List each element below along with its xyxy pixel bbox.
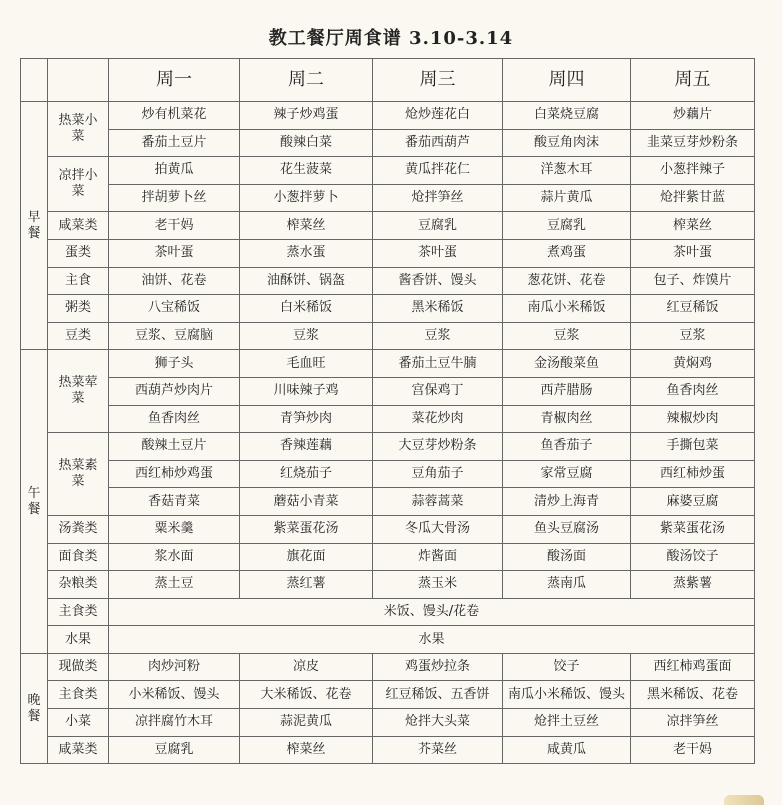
table-row [21, 681, 755, 709]
menu-item: 榨菜丝 [240, 212, 373, 240]
menu-item: 大米稀饭、花卷 [240, 681, 373, 709]
menu-item: 炸酱面 [373, 543, 503, 571]
menu-item: 小葱拌辣子 [631, 157, 755, 185]
table-row [21, 709, 755, 737]
menu-item: 紫菜蛋花汤 [631, 515, 755, 543]
meal-label-lunch: 午 餐 [21, 350, 48, 654]
menu-item-staple: 米饭、馒头/花卷 [109, 598, 755, 626]
menu-item: 炝拌大头菜 [373, 709, 503, 737]
table-row [21, 488, 755, 516]
menu-item: 老干妈 [109, 212, 240, 240]
menu-item: 洋葱木耳 [503, 157, 631, 185]
table-row [21, 626, 755, 654]
menu-item: 辣椒炒肉 [631, 405, 755, 433]
category-label: 咸菜类 [48, 736, 109, 764]
menu-item: 拌胡萝卜丝 [109, 184, 240, 212]
menu-item: 青椒肉丝 [503, 405, 631, 433]
table-row [21, 571, 755, 599]
menu-item: 酸辣白菜 [240, 129, 373, 157]
table-row [21, 212, 755, 240]
menu-item: 红烧茄子 [240, 460, 373, 488]
menu-item: 西红柿炒鸡蛋 [109, 460, 240, 488]
menu-item: 榨菜丝 [240, 736, 373, 764]
menu-item: 蒜蓉蒿菜 [373, 488, 503, 516]
menu-item: 蒸南瓜 [503, 571, 631, 599]
menu-item: 西葫芦炒肉片 [109, 377, 240, 405]
menu-item: 豆浆 [373, 322, 503, 350]
menu-item: 西芹腊肠 [503, 377, 631, 405]
menu-item: 金汤酸菜鱼 [503, 350, 631, 378]
menu-item: 红豆稀饭、五香饼 [373, 681, 503, 709]
menu-item: 豆腐乳 [503, 212, 631, 240]
menu-item: 炝拌土豆丝 [503, 709, 631, 737]
menu-item: 豆腐乳 [109, 736, 240, 764]
menu-item: 酸辣土豆片 [109, 433, 240, 461]
menu-item: 八宝稀饭 [109, 295, 240, 323]
menu-item: 蒸土豆 [109, 571, 240, 599]
menu-item: 豆浆 [240, 322, 373, 350]
menu-item: 酱香饼、馒头 [373, 267, 503, 295]
menu-item: 蒸玉米 [373, 571, 503, 599]
day-header: 周三 [373, 59, 503, 102]
menu-item: 冬瓜大骨汤 [373, 515, 503, 543]
menu-item: 小米稀饭、馒头 [109, 681, 240, 709]
table-row [21, 239, 755, 267]
menu-item: 小葱拌萝卜 [240, 184, 373, 212]
menu-item: 茶叶蛋 [373, 239, 503, 267]
category-label: 汤粪类 [48, 515, 109, 543]
menu-item: 狮子头 [109, 350, 240, 378]
menu-item: 番茄土豆片 [109, 129, 240, 157]
menu-item: 凉皮 [240, 653, 373, 681]
meal-label-breakfast: 早 餐 [21, 102, 48, 350]
category-label: 凉拌小 菜 [48, 157, 109, 212]
menu-item: 手撕包菜 [631, 433, 755, 461]
menu-item: 麻婆豆腐 [631, 488, 755, 516]
menu-item: 鱼香茄子 [503, 433, 631, 461]
table-row [21, 157, 755, 185]
category-label: 粥类 [48, 295, 109, 323]
menu-item: 番茄土豆牛腩 [373, 350, 503, 378]
menu-item: 鸡蛋炒拉条 [373, 653, 503, 681]
menu-item: 辣子炒鸡蛋 [240, 102, 373, 130]
table-row [21, 102, 755, 130]
category-label: 小菜 [48, 709, 109, 737]
menu-item: 炒有机菜花 [109, 102, 240, 130]
menu-item: 南瓜小米稀饭、馒头 [503, 681, 631, 709]
menu-item: 油酥饼、锅盔 [240, 267, 373, 295]
category-label: 主食类 [48, 681, 109, 709]
menu-item: 凉拌笋丝 [631, 709, 755, 737]
menu-item: 毛血旺 [240, 350, 373, 378]
table-row [21, 129, 755, 157]
menu-item: 咸黄瓜 [503, 736, 631, 764]
menu-item: 黄瓜拌花仁 [373, 157, 503, 185]
menu-item: 豆浆 [631, 322, 755, 350]
menu-item: 酸汤面 [503, 543, 631, 571]
category-label: 水果 [48, 626, 109, 654]
menu-item-fruit: 水果 [109, 626, 755, 654]
table-row [21, 295, 755, 323]
menu-item: 芥菜丝 [373, 736, 503, 764]
menu-item: 蒸紫薯 [631, 571, 755, 599]
category-label: 豆类 [48, 322, 109, 350]
menu-item: 老干妈 [631, 736, 755, 764]
menu-item: 酸汤饺子 [631, 543, 755, 571]
menu-item: 豆浆、豆腐脑 [109, 322, 240, 350]
menu-item: 炝拌紫甘蓝 [631, 184, 755, 212]
menu-item: 拍黄瓜 [109, 157, 240, 185]
menu-item: 旗花面 [240, 543, 373, 571]
menu-item: 家常豆腐 [503, 460, 631, 488]
menu-item: 番茄西葫芦 [373, 129, 503, 157]
menu-item: 炝炒莲花白 [373, 102, 503, 130]
menu-item: 宫保鸡丁 [373, 377, 503, 405]
menu-item: 煮鸡蛋 [503, 239, 631, 267]
table-row [21, 598, 755, 626]
menu-item: 蘑菇小青菜 [240, 488, 373, 516]
table-row [21, 405, 755, 433]
category-label: 热菜小 菜 [48, 102, 109, 157]
menu-item: 西红柿鸡蛋面 [631, 653, 755, 681]
menu-item: 炒藕片 [631, 102, 755, 130]
category-label: 蛋类 [48, 239, 109, 267]
menu-item: 南瓜小米稀饭 [503, 295, 631, 323]
menu-item: 榨菜丝 [631, 212, 755, 240]
category-label: 热菜素 菜 [48, 433, 109, 516]
menu-item: 花生菠菜 [240, 157, 373, 185]
menu-item: 香菇青菜 [109, 488, 240, 516]
category-label: 杂粮类 [48, 571, 109, 599]
menu-item: 香辣莲藕 [240, 433, 373, 461]
menu-item: 鱼香肉丝 [109, 405, 240, 433]
menu-item: 白菜烧豆腐 [503, 102, 631, 130]
category-label: 主食 [48, 267, 109, 295]
category-label: 主食类 [48, 598, 109, 626]
menu-item: 西红柿炒蛋 [631, 460, 755, 488]
menu-item: 菜花炒肉 [373, 405, 503, 433]
category-label: 咸菜类 [48, 212, 109, 240]
menu-item: 豆腐乳 [373, 212, 503, 240]
menu-item: 浆水面 [109, 543, 240, 571]
menu-item: 炝拌笋丝 [373, 184, 503, 212]
table-row [21, 377, 755, 405]
menu-item: 酸豆角肉沫 [503, 129, 631, 157]
meal-label-dinner: 晚 餐 [21, 653, 48, 763]
menu-item: 茶叶蛋 [109, 239, 240, 267]
header-corner-category [48, 59, 109, 102]
table-row [21, 350, 755, 378]
decorative-brush [724, 795, 764, 805]
weekly-menu-table [20, 58, 755, 764]
category-label: 现做类 [48, 653, 109, 681]
category-label: 面食类 [48, 543, 109, 571]
menu-item: 白米稀饭 [240, 295, 373, 323]
table-row [21, 59, 755, 102]
table-row [21, 543, 755, 571]
menu-item: 川味辣子鸡 [240, 377, 373, 405]
menu-item: 豆角茄子 [373, 460, 503, 488]
menu-item: 凉拌腐竹木耳 [109, 709, 240, 737]
menu-item: 粟米羹 [109, 515, 240, 543]
table-row [21, 460, 755, 488]
menu-item: 黄焖鸡 [631, 350, 755, 378]
menu-item: 韭菜豆芽炒粉条 [631, 129, 755, 157]
table-row [21, 653, 755, 681]
menu-item: 茶叶蛋 [631, 239, 755, 267]
menu-item: 红豆稀饭 [631, 295, 755, 323]
day-header: 周五 [631, 59, 755, 102]
menu-item: 包子、炸馍片 [631, 267, 755, 295]
table-row [21, 515, 755, 543]
menu-item: 蒜泥黄瓜 [240, 709, 373, 737]
page-title: 教工餐厅周食谱 3.10-3.14 [268, 28, 514, 49]
header-corner-meal [21, 59, 48, 102]
menu-item: 肉炒河粉 [109, 653, 240, 681]
menu-item: 清炒上海青 [503, 488, 631, 516]
table-row [21, 184, 755, 212]
menu-item: 黑米稀饭 [373, 295, 503, 323]
menu-item: 蒸水蛋 [240, 239, 373, 267]
menu-item: 青笋炒肉 [240, 405, 373, 433]
day-header: 周四 [503, 59, 631, 102]
day-header: 周一 [109, 59, 240, 102]
table-row [21, 433, 755, 461]
menu-item: 豆浆 [503, 322, 631, 350]
menu-item: 大豆芽炒粉条 [373, 433, 503, 461]
table-row [21, 322, 755, 350]
category-label: 热菜荤 菜 [48, 350, 109, 433]
menu-item: 饺子 [503, 653, 631, 681]
table-row [21, 267, 755, 295]
menu-item: 鱼头豆腐汤 [503, 515, 631, 543]
menu-item: 黑米稀饭、花卷 [631, 681, 755, 709]
menu-item: 油饼、花卷 [109, 267, 240, 295]
table-row [21, 736, 755, 764]
menu-item: 鱼香肉丝 [631, 377, 755, 405]
menu-item: 紫菜蛋花汤 [240, 515, 373, 543]
menu-item: 蒸红薯 [240, 571, 373, 599]
menu-item: 葱花饼、花卷 [503, 267, 631, 295]
day-header: 周二 [240, 59, 373, 102]
menu-item: 蒜片黄瓜 [503, 184, 631, 212]
